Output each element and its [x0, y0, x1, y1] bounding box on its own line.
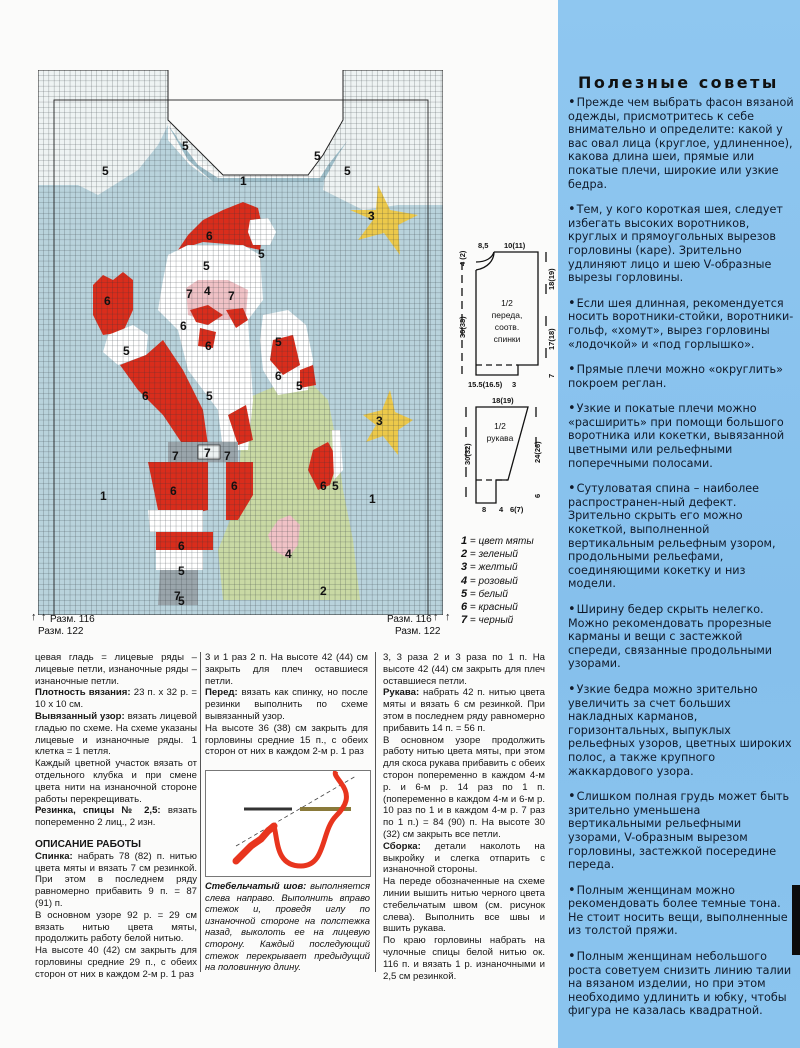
svg-text:7: 7	[228, 289, 235, 303]
tip-item: • Прямые плечи можно «округлить» покроем реглан.	[568, 363, 796, 390]
paragraph: Рукава: набрать 42 п. нитью цвета мяты и вязать 6 см резинкой. При этом в последнем ряду равномерно прибавить 14 п. = 56 п.	[383, 687, 545, 734]
legend-item: 2 = зеленый	[461, 548, 518, 561]
svg-text:5: 5	[203, 259, 210, 273]
legend-item: 5 = белый	[461, 587, 508, 600]
svg-text:10(11): 10(11)	[504, 241, 526, 250]
paragraph: Сборка: детали наколоть на выкройку и слегка отпарить с изнаночной стороны.	[383, 840, 545, 876]
size-label-right-122: Разм. 122	[395, 626, 441, 637]
svg-text:6(7): 6(7)	[510, 505, 524, 514]
svg-text:5: 5	[206, 389, 213, 403]
svg-text:5: 5	[182, 139, 189, 153]
svg-text:4: 4	[285, 547, 292, 561]
svg-text:соотв.: соотв.	[494, 322, 520, 332]
svg-text:15.5(16.5): 15.5(16.5)	[468, 380, 503, 389]
svg-text:4: 4	[499, 505, 504, 514]
svg-text:6: 6	[104, 294, 111, 308]
tip-item: • Ширину бедер скрыть нелегко. Можно рекомендовать прорезные карманы и вещи с застежкой спереди, связанные продольными узорами.	[568, 603, 796, 671]
tips-list	[568, 96, 796, 1030]
paragraph: 3, 3 раза 2 и 3 раза по 1 п. На высоте 42 (44) см закрыть для плеч оставшиеся петли.	[383, 652, 545, 687]
svg-text:1: 1	[240, 174, 247, 188]
tip-item: • Полным женщинам можно рекомендовать более темные тона. Не стоит носить вещи, выполненные из толстой пряжи.	[568, 884, 796, 938]
size-label-right-116: Разм. 116	[387, 614, 432, 625]
svg-text:7: 7	[172, 449, 179, 463]
scan-edge	[792, 885, 800, 955]
svg-text:5: 5	[332, 479, 339, 493]
svg-text:6: 6	[170, 484, 177, 498]
svg-text:переда,: переда,	[491, 310, 523, 320]
paragraph: Спинка: набрать 78 (82) п. нитью цвета мяты и вязать 7 см резинкой. При этом в последнем ряду равномерно прибавить 9 п. = 87 (91) п.	[35, 850, 197, 909]
sleeve-schematic	[458, 395, 558, 515]
tip-item: • Узкие бедра можно зрительно увеличить за счет больших накладных карманов, горизонтальных, выпуклых рельефных узоров, цветных широких полос, а также крупного жаккардового узора.	[568, 683, 796, 778]
sidebar-title: Полезные советы	[578, 73, 779, 92]
svg-text:6: 6	[206, 229, 213, 243]
svg-text:1: 1	[369, 492, 376, 506]
tip-item: • Сутуловатая спина – наиболее распространен-ный дефект. Зрительно скрыть его можно кокеткой, выполненной вертикальным рельефным узором, продольными рельефами, соединяющими кокетку и низ модели.	[568, 482, 796, 591]
svg-text:6: 6	[178, 539, 185, 553]
paragraph: цевая гладь = лицевые ряды – лицевые петли, изнаночные ряды – изнаночные петли.	[35, 652, 197, 687]
size-label-left-116: Разм. 116	[50, 614, 95, 625]
legend-item: 7 = черный	[461, 614, 514, 627]
tip-item: • Полным женщинам небольшого роста советуем снизить линию талии на вязаном изделии, но при этом необходимо удлинить и юбку, чтобы фигура не казалась квадратной.	[568, 950, 796, 1018]
svg-text:5: 5	[314, 149, 321, 163]
legend-item: 4 = розовый	[461, 574, 518, 587]
paragraph: Вывязанный узор: вязать лицевой гладью по схеме. На схеме указаны лицевые и изнаночные ряды. 1 клетка = 1 петля.	[35, 710, 198, 758]
svg-text:2: 2	[320, 584, 327, 598]
svg-text:1/2: 1/2	[494, 421, 506, 431]
svg-text:1: 1	[100, 489, 107, 503]
paragraph: На высоте 36 (38) см закрыть для горловины средние 15 п., с обеих сторон от них в каждом 2-м р. 1 раз	[205, 722, 368, 758]
tip-item: • Узкие и покатые плечи можно «расширить» при помощи большого воротника или кокетки, вывязанной цветными или рельефными поперечными полосами.	[568, 402, 796, 470]
text-column-2	[205, 652, 368, 758]
svg-text:4: 4	[204, 284, 211, 298]
legend-item: 6 = красный	[461, 601, 518, 614]
arrow-up-icon: ↑	[433, 611, 439, 623]
svg-text:36(38): 36(38)	[458, 316, 467, 338]
svg-text:рукава: рукава	[486, 433, 514, 443]
svg-text:17(18): 17(18)	[547, 328, 556, 350]
svg-text:5: 5	[344, 164, 351, 178]
paragraph: На переде обозначенные на схеме линии вышить нитью черного цвета стебельчатым швом (см. рисунок слева). Выполнить все швы и вшить рукава.	[383, 876, 545, 935]
svg-text:1/2: 1/2	[501, 298, 513, 308]
legend-item: 1 = цвет мяты	[461, 535, 534, 547]
knitting-chart	[38, 70, 443, 615]
size-label-left-122: Разм. 122	[38, 626, 84, 637]
paragraph: В основном узоре продолжить работу нитью цвета мяты, при этом для скоса рукава прибавить с обеих сторон попеременно в каждом 4-м р. и 6-м р. 14 раз по 1 п. (попеременно в каждом 4-м и 6-м р. 10 раз по 1 и в каждом 4-м р. 7 раз по 1 п.) = 84 (90) п. На высоте 30 (32) см закрыть все петли.	[383, 734, 545, 840]
paragraph: По краю горловины набрать на чулочные спицы белой нитью ок. 116 п. и вязать 1 р. изнаночными и 2,5 см резинкой.	[383, 935, 545, 982]
svg-text:7: 7	[224, 449, 231, 463]
paragraph: Плотность вязания: 23 п. х 32 р. = 10 х 10 см.	[35, 687, 197, 711]
svg-text:3: 3	[512, 380, 517, 389]
section-heading: ОПИСАНИЕ РАБОТЫ	[35, 838, 142, 850]
svg-text:8: 8	[482, 505, 487, 514]
svg-text:6: 6	[231, 479, 238, 493]
svg-text:5: 5	[275, 335, 282, 349]
paragraph: Каждый цветной участок вязать от отдельного клубка и при смене цвета нити на изнаночной стороне работы перекрещивать.	[35, 758, 197, 805]
tip-item: • Прежде чем выбрать фасон вязаной одежды, присмотритесь к себе внимательно и определите: какой у вас овал лица (круглое, удлиненное), какова длина шеи, прямые или покатые плечи, широкие или узкие бедра.	[568, 96, 796, 191]
column-divider	[200, 652, 201, 972]
column-divider	[375, 652, 376, 972]
svg-text:3: 3	[376, 414, 383, 428]
svg-text:8,5: 8,5	[478, 241, 489, 250]
arrow-up-icon: ↑	[41, 611, 47, 623]
svg-text:18(19): 18(19)	[547, 268, 556, 290]
svg-text:5: 5	[258, 247, 265, 261]
svg-text:5: 5	[178, 594, 185, 608]
tip-item: • Если шея длинная, рекомендуется носить воротники-стойки, воротники-гольф, «хомут», вырез горловины «лодочкой» и «под горлышко».	[568, 297, 796, 351]
front-schematic	[458, 240, 558, 390]
tip-item: • Слишком полная грудь может быть зрительно уменьшена вертикальными рельефными узорами, V-образным вырезом горловины, застежкой посередине переда.	[568, 790, 796, 872]
svg-text:6: 6	[180, 319, 187, 333]
color-legend	[461, 535, 534, 627]
text-column-1	[35, 652, 197, 981]
svg-text:5: 5	[123, 344, 130, 358]
svg-text:7: 7	[547, 373, 556, 378]
svg-text:30(32): 30(32)	[463, 443, 472, 465]
svg-text:6: 6	[320, 479, 327, 493]
paragraph: 3 и 1 раз 2 п. На высоте 42 (44) см закрыть для плеч оставшиеся петли.	[205, 652, 368, 687]
svg-text:6: 6	[533, 493, 542, 498]
svg-text:18(19): 18(19)	[492, 396, 514, 405]
stem-stitch-illustration	[205, 770, 371, 877]
svg-text:6: 6	[275, 369, 282, 383]
paragraph: Перед: вязать как спинку, но после резинки выполнить по схеме вывязанный узор.	[205, 687, 368, 722]
svg-text:7: 7	[174, 589, 181, 603]
paragraph: Резинка, спицы № 2,5: вязать попеременно 2 лиц., 2 изн.	[35, 805, 197, 829]
svg-text:3: 3	[368, 209, 375, 223]
paragraph: В основном узоре 92 р. = 29 см вязать нитью цвета мяты, продолжить работу белой нитью.	[35, 909, 197, 945]
paragraph: На высоте 40 (42) см закрыть для горловины средние 29 п., с обеих сторон от них в каждом 2-м р. 1 раз	[35, 945, 197, 980]
stitch-caption: Стебельчатый шов: выполняется слева направо. Выполнить вправо стежок и, проведя иглу по изнаночной стороне на полстежка назад, выколоть ее на лицевую сторону. Каждый последующий стежок перекрывает предыдущий на половинную длину.	[205, 880, 371, 973]
svg-text:5: 5	[178, 564, 185, 578]
svg-text:24(26): 24(26)	[533, 441, 542, 463]
svg-text:5: 5	[102, 164, 109, 178]
svg-text:7: 7	[204, 446, 211, 460]
svg-text:4 (2): 4 (2)	[458, 250, 467, 266]
tip-item: • Тем, у кого короткая шея, следует избегать высоких воротников, круглых и прямоугольных вырезов горловины (каре). Зрительно удлиняют лицо и шею V-образные вырезы горловины.	[568, 203, 796, 285]
legend-item: 3 = желтый	[461, 561, 518, 574]
svg-text:6: 6	[205, 339, 212, 353]
svg-text:спинки: спинки	[493, 334, 521, 344]
svg-text:5: 5	[296, 379, 303, 393]
svg-text:6: 6	[142, 389, 149, 403]
svg-text:7: 7	[186, 287, 193, 301]
arrow-up-icon: ↑	[31, 611, 37, 623]
arrow-up-icon: ↑	[445, 611, 451, 623]
text-column-3	[383, 652, 545, 982]
